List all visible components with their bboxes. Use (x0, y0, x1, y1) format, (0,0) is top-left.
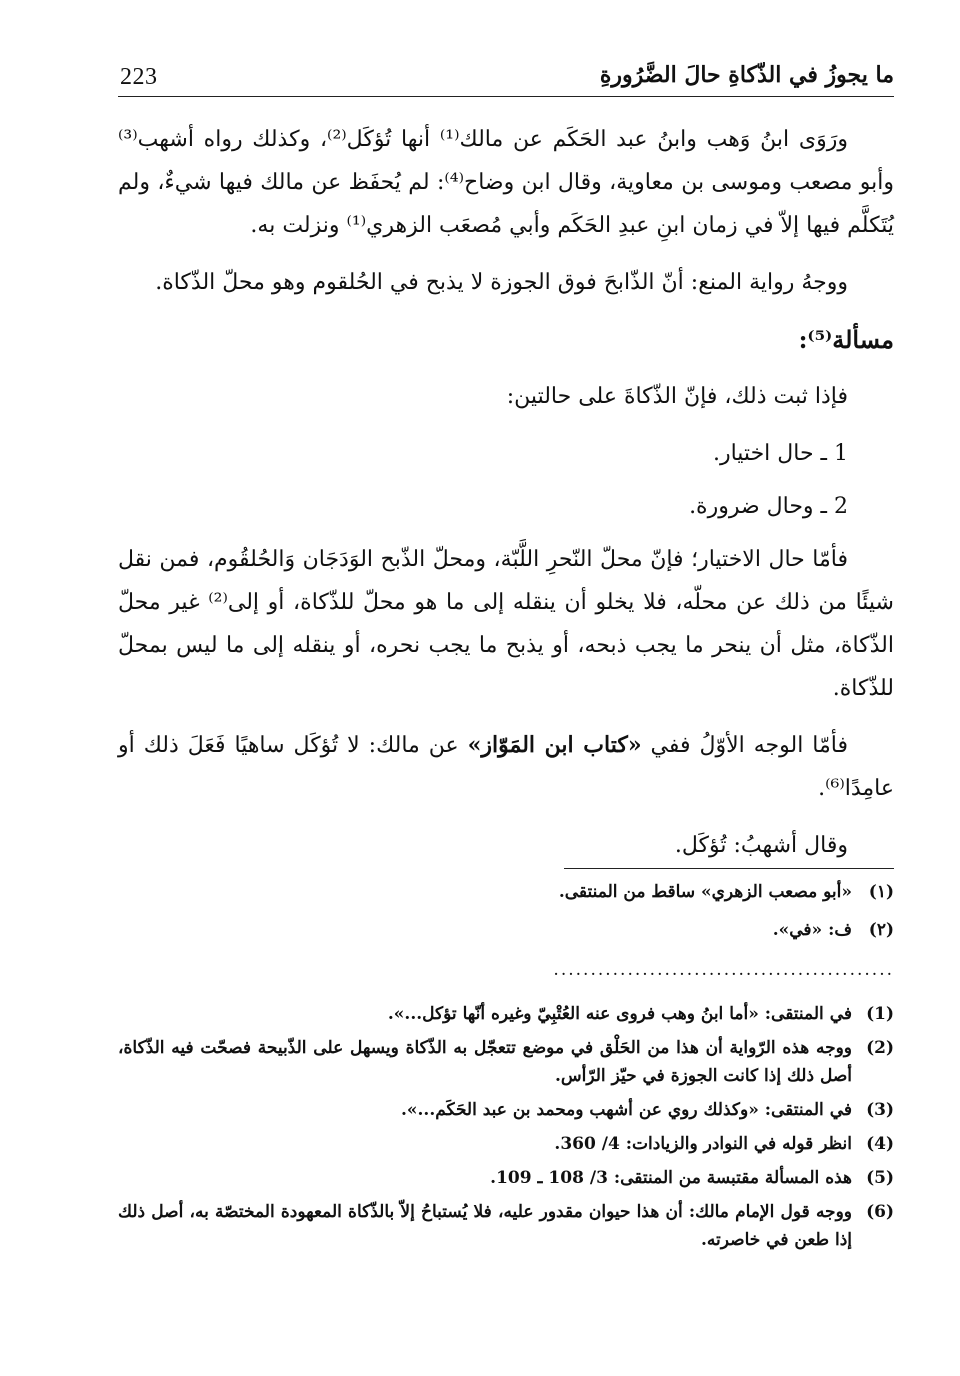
footnote-text: في المنتقى: «وكذلك روي عن أشهب ومحمد بن عبد الحَكَم...». (400, 1100, 852, 1120)
footnote-number: (5) (866, 1168, 894, 1188)
footnote-text: ووجه قول الإمام مالك: أن هذا حيوان مقدور عليه، فلا يُستباحُ إلاّ بالذّكاة المعهودة المختصّة به، أصل ذلك إذا طعن في خاصرته. (118, 1202, 852, 1250)
paragraph-6: وقال أشهبُ: تُؤكَل. (674, 833, 848, 858)
paragraph-3: فإذا ثبت ذلك، فإنّ الذّكاةَ على حالتين: (506, 384, 848, 409)
list-item-1: 1 ـ حال اختيار. (712, 441, 848, 466)
footnote-number: (2) (866, 1038, 894, 1058)
variant-note (118, 916, 894, 944)
footnote-number: (3) (866, 1100, 894, 1120)
footnote-number: (1) (866, 1004, 894, 1024)
page-number: 223 (120, 64, 158, 90)
variant-note (118, 878, 894, 906)
footnote (118, 1000, 894, 1028)
variant-note-text: ف: «في». (772, 920, 852, 940)
footnote (118, 1034, 894, 1090)
paragraph-5-start: فأمّا الوجه الأوّلُ ففي (641, 733, 849, 758)
paragraph-4: فأمّا حال الاختيار؛ فإنّ محلّ النّحرِ اللَّبّة، ومحلّ الذّبح الوَدَجَان وَالحُلقُوم، فمن نقل شيئًا من ذلك عن محلّه، فلا يخلو أن ينقله إلى ما هو محلّ للذّكاة، أو إلى⁽²⁾ غير محلّ الذّكاة، مثل أن ينحر ما يجب ذبحه، أو يذبح ما يجب نحره، أو ينقله إلى ما ليس بمحلّ للذّكاة. (118, 547, 895, 701)
variant-note-text: «أبو مصعب الزهري» ساقط من المنتقى. (558, 882, 852, 902)
variant-note-number: (٢) (868, 920, 894, 940)
footnote-text: في المنتقى: «أما ابنُ وهب فروى عنه العُتْبِيّ وغيره أنّها تؤكل...». (387, 1004, 852, 1024)
book-title: «كتاب ابن المَوّاز» (467, 732, 642, 758)
variant-note-number: (١) (868, 882, 894, 902)
footnote (118, 1096, 894, 1124)
variant-notes (118, 878, 894, 954)
footnote (118, 1130, 894, 1158)
footnotes (118, 1000, 894, 1260)
list-item-2: 2 ـ وحال ضرورة. (689, 494, 848, 519)
paragraph-1: ورَوَى ابنُ وَهب وابنُ عبد الحَكَم عن مالك⁽¹⁾ أنها تُؤكَل⁽²⁾، وكذلك رواه أشهب⁽³⁾ وأبو مصعب وموسى بن معاوية، وقال ابن وضاح⁽⁴⁾: لم يُحفَظ عن مالك فيها شيءٌ، ولم يُتَكلَّم فيها إلاّ في زمان ابنِ عبدِ الحَكَم وأبي مُصعَب الزهري⁽¹⁾ ونزلت به. (118, 127, 894, 238)
paragraph-2: ووجهُ رواية المنع: أنّ الذّابحَ فوق الجوزة لا يذبح في الحُلقوم وهو محلّ الذّكاة. (155, 270, 848, 295)
dotted-separator: .............................................. (553, 960, 894, 980)
footnote-text: انظر قوله في النوادر والزيادات: 4/ 360. (554, 1134, 852, 1154)
footnote-text: ووجه هذه الرّواية أن هذا من الحَلْق في موضع تتعجّل به الذّكاة ويسهل على الذّبيحة فصحّت فيه الذّكاة، أصل ذلك إذا كانت الجوزة في حيّز الرّأس. (118, 1038, 852, 1086)
footnote (118, 1198, 894, 1254)
footnote-divider (564, 868, 894, 869)
page-header (118, 62, 894, 97)
footnote-number: (4) (866, 1134, 894, 1154)
running-title: ما يجوزُ في الذّكاةِ حالَ الضَّرُورةِ (599, 62, 894, 88)
footnote-text: هذه المسألة مقتبسة من المنتقى: 3/ 108 ـ 109. (490, 1168, 852, 1188)
main-text (118, 118, 894, 881)
paragraph-5 (118, 724, 894, 810)
section-heading: مسألة⁽⁵⁾: (798, 325, 894, 354)
paragraph-5-end: عن مالك: لا تُؤكَل ساهيًا فَعَلَ ذلك أو عامِدًا⁽⁶⁾. (118, 733, 894, 801)
footnote (118, 1164, 894, 1192)
footnote-number: (6) (866, 1202, 894, 1222)
